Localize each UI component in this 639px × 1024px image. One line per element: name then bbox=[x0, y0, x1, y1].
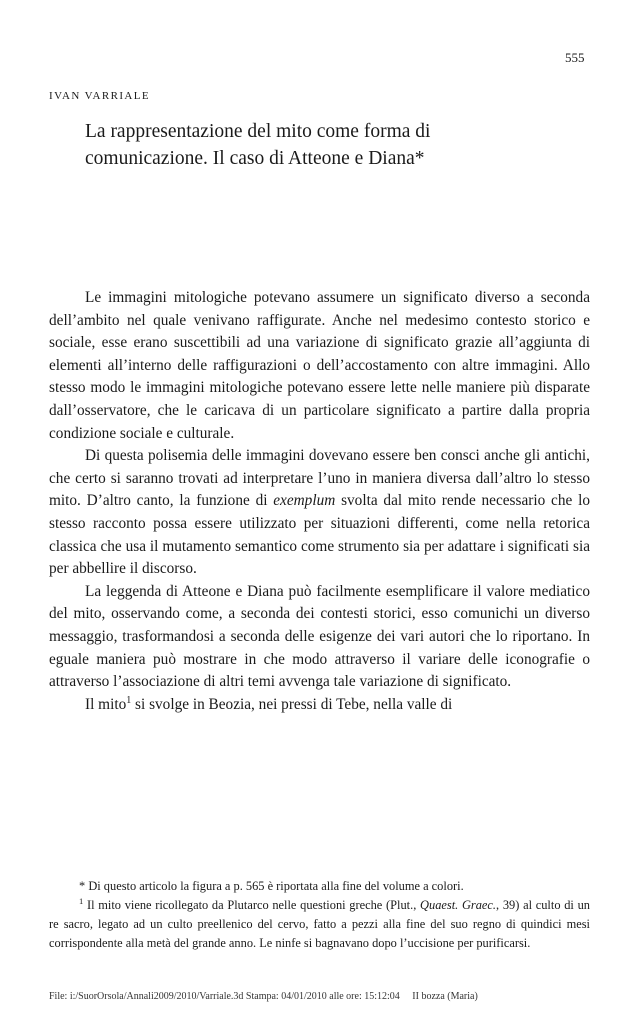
running-head-author: IVAN VARRIALE bbox=[49, 90, 151, 102]
article-title-line-2: comunicazione. Il caso di Atteone e Diana* bbox=[85, 148, 425, 169]
article-title bbox=[85, 118, 605, 172]
footnote-reference-1[interactable]: 1 bbox=[126, 694, 132, 706]
body-paragraph-2-text-b: svolta dal mito rende necessario che lo stesso racconto possa essere utilizzato per situazioni differenti, come nella retorica classica che usa il mutamento semantico come strumento sia per adattare i significati sia per abbellire il discorso. bbox=[49, 492, 590, 578]
footnotes bbox=[49, 877, 590, 953]
body-paragraph-2-text-a: Di questa polisemia delle immagini dovevano essere ben consci anche gli antichi, che certo si saranno trovati ad interpretare l’uno in maniera diversa dall’altro lo stesso mito. D’altro canto, la funzione di bbox=[49, 447, 590, 510]
body-paragraph-4-text-a: Il mito bbox=[85, 695, 127, 713]
footnote-star-mark: * bbox=[79, 879, 86, 893]
page-number: 555 bbox=[565, 50, 585, 65]
body-paragraph-4-text-b: si svolge in Beozia, nei pressi di Tebe, nella valle di bbox=[131, 695, 453, 713]
body-text bbox=[49, 287, 590, 716]
article-title-line-1: La rappresentazione del mito come forma di bbox=[85, 121, 431, 142]
footnote-star bbox=[49, 877, 590, 896]
emphasis-exemplum: exemplum bbox=[273, 492, 336, 510]
footnote-1-text-b: , 39) al culto di un re sacro, legato ad un culto preellenico del cervo, fatto a pezzi alla fine del suo regno di quindici mesi corrispondente alla metà del grande anno. Le ninfe si bagnavano dopo l’uccisione per purificarsi. bbox=[49, 898, 590, 950]
footnote-1 bbox=[49, 896, 590, 953]
body-paragraph-2 bbox=[49, 445, 590, 581]
footnote-1-citation: Quaest. Graec. bbox=[420, 898, 497, 912]
print-footer: File: i:/SuorOrsola/Annali2009/2010/Varriale.3d Stampa: 04/01/2010 alle ore: 15:12:04 II bozza (Maria) bbox=[49, 991, 478, 1002]
body-paragraph-4 bbox=[49, 694, 590, 717]
body-paragraph-1: Le immagini mitologiche potevano assumere un significato diverso a seconda dell’ambito nel quale venivano raffigurate. Anche nel medesimo contesto storico e sociale, esse erano suscettibili ad una variazione di significato grazie all’aggiunta di elementi all’interno delle raffigurazioni o dell’accostamento con altre immagini. Allo stesso modo le immagini mitologiche potevano essere lette nelle maniere più disparate dall’osservatore, che le caricava di un particolare significato a partire dalla propria condizione sociale e culturale. bbox=[49, 289, 590, 442]
footnote-1-text-a: Il mito viene ricollegato da Plutarco nelle questioni greche (Plut., bbox=[86, 898, 421, 912]
body-paragraph-3: La leggenda di Atteone e Diana può facilmente esemplificare il valore mediatico del mito, osservando come, a seconda dei contesti storici, esso comunichi un diverso messaggio, trasformandosi a seconda delle esigenze dei vari autori che lo riportano. In eguale maniera può mostrare in che modo attraverso il variare delle iconografie o attraverso l’associazione di altri temi avvenga tale variazione di significato. bbox=[49, 582, 590, 691]
footnote-1-mark: 1 bbox=[79, 895, 84, 906]
footnote-star-text: Di questo articolo la figura a p. 565 è riportata alla fine del volume a colori. bbox=[88, 879, 464, 893]
